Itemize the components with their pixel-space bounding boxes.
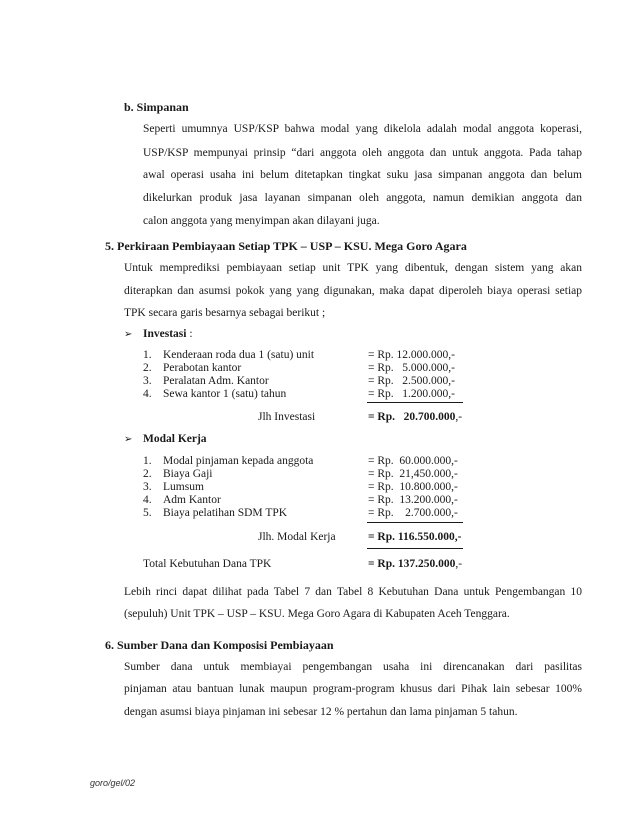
item-amount: = Rp. 21,450.000,- xyxy=(368,468,458,480)
item-number: 4. xyxy=(143,388,152,400)
item-label: Kenderaan roda dua 1 (satu) unit xyxy=(163,349,315,361)
item-label: Lumsum xyxy=(163,481,204,493)
grand-total-value: = Rp. 137.250.000 xyxy=(368,558,456,570)
item-number: 3. xyxy=(143,481,152,493)
section-b-line-1: Seperti umumnya USP/KSP bahwa modal yang dikelola adalah modal anggota koperasi, xyxy=(143,123,582,135)
item-amount: = Rp. 1.200.000,- xyxy=(368,388,455,400)
section-b-line-4: dikelurkan produk jasa layanan simpanan oleh anggota, namun demikian anggota dan xyxy=(143,192,582,204)
item-number: 1. xyxy=(143,455,152,467)
modal-kerja-bullet-icon: ➢ xyxy=(124,434,133,445)
item-amount: = Rp. 12.000.000,- xyxy=(368,349,455,361)
total-suffix: ,- xyxy=(455,411,463,423)
item-amount: = Rp. 2.700.000,- xyxy=(368,507,458,519)
investasi-total-amount xyxy=(368,411,462,424)
investasi-sum-rule xyxy=(367,402,463,403)
item-number: 4. xyxy=(143,494,152,506)
page-footer: goro/gel/02 xyxy=(90,778,136,788)
grand-total-label: Total Kebutuhan Dana TPK xyxy=(143,558,272,570)
investasi-title-suffix: : xyxy=(186,328,193,340)
modal-kerja-title: Modal Kerja xyxy=(143,433,207,445)
section-b-line-2: USP/KSP mempunyai prinsip “dari anggota oleh anggota dan untuk anggota. Pada tahap xyxy=(143,147,582,159)
section-6-line-1: Sumber dana untuk membiayai pengembangan usaha ini direncanakan dari pasilitas xyxy=(124,661,582,673)
investasi-title-text: Investasi xyxy=(143,328,187,340)
investasi-bullet-icon: ➢ xyxy=(124,329,133,340)
total-value: 20.700.000 xyxy=(403,411,456,423)
item-label: Modal pinjaman kepada anggota xyxy=(163,455,314,467)
item-amount: = Rp. 2.500.000,- xyxy=(368,375,455,387)
section-6-line-3: dengan asumsi biaya pinjaman ini sebesar 12 % pertahun dan lama pinjaman 5 tahun. xyxy=(124,706,518,718)
item-amount: = Rp. 13.200.000,- xyxy=(368,494,458,506)
investasi-title xyxy=(143,328,193,340)
item-amount: = Rp. 10.800.000,- xyxy=(368,481,458,493)
item-number: 3. xyxy=(143,375,152,387)
section-b-heading: b. Simpanan xyxy=(124,100,189,114)
item-amount: = Rp. 5.000.000,- xyxy=(368,362,455,374)
section-5-line-1: Untuk memprediksi pembiayaan setiap unit TPK yang dibentuk, dengan sistem yang akan xyxy=(124,262,582,274)
item-label: Sewa kantor 1 (satu) tahun xyxy=(163,388,287,400)
modal-kerja-sum-rule xyxy=(367,522,463,523)
item-label: Adm Kantor xyxy=(163,494,221,506)
item-number: 1. xyxy=(143,349,152,361)
modal-kerja-total-amount: = Rp. 116.550.000,- xyxy=(368,531,462,543)
total-prefix: = Rp. xyxy=(368,411,396,423)
section-6-line-2: pinjaman atau bantuan lunak maupun program-program khusus dari Pihak lain sebesar 100% xyxy=(124,683,582,695)
grand-total-rule xyxy=(367,548,463,549)
item-amount: = Rp. 60.000.000,- xyxy=(368,455,458,467)
section-5-line-2: diterapkan dan asumsi pokok yang yang digunakan, maka dapat diperoleh biaya operasi setiap xyxy=(124,285,582,297)
section-b-line-5: calon anggota yang menyimpan akan dilayani juga. xyxy=(143,215,380,227)
section-b-line-3: awal operasi usaha ini belum ditetapkan tingkat suku jasa simpanan anggota dan belum xyxy=(143,169,582,181)
modal-kerja-total-label: Jlh. Modal Kerja xyxy=(258,531,336,543)
section-5-line-3: TPK secara garis besarnya sebagai berikut ; xyxy=(124,307,326,319)
investasi-total-label: Jlh Investasi xyxy=(258,411,316,423)
item-label: Peralatan Adm. Kantor xyxy=(163,375,269,387)
section-5-closing-line-2: (sepuluh) Unit TPK – USP – KSU. Mega Goro Agara di Kabupaten Aceh Tenggara. xyxy=(124,608,510,620)
item-label: Biaya pelatihan SDM TPK xyxy=(163,507,288,519)
item-number: 5. xyxy=(143,507,152,519)
item-number: 2. xyxy=(143,362,152,374)
item-label: Biaya Gaji xyxy=(163,468,213,480)
grand-total-suffix: ,- xyxy=(455,558,463,570)
section-5-heading: 5. Perkiraan Pembiayaan Setiap TPK – USP – KSU. Mega Goro Agara xyxy=(105,239,467,253)
section-6-heading: 6. Sumber Dana dan Komposisi Pembiayaan xyxy=(105,638,334,652)
item-label: Perabotan kantor xyxy=(163,362,242,374)
item-number: 2. xyxy=(143,468,152,480)
grand-total-amount xyxy=(368,558,462,571)
section-5-closing-line-1: Lebih rinci dapat dilihat pada Tabel 7 dan Tabel 8 Kebutuhan Dana untuk Pengembangan 10 xyxy=(124,586,582,598)
